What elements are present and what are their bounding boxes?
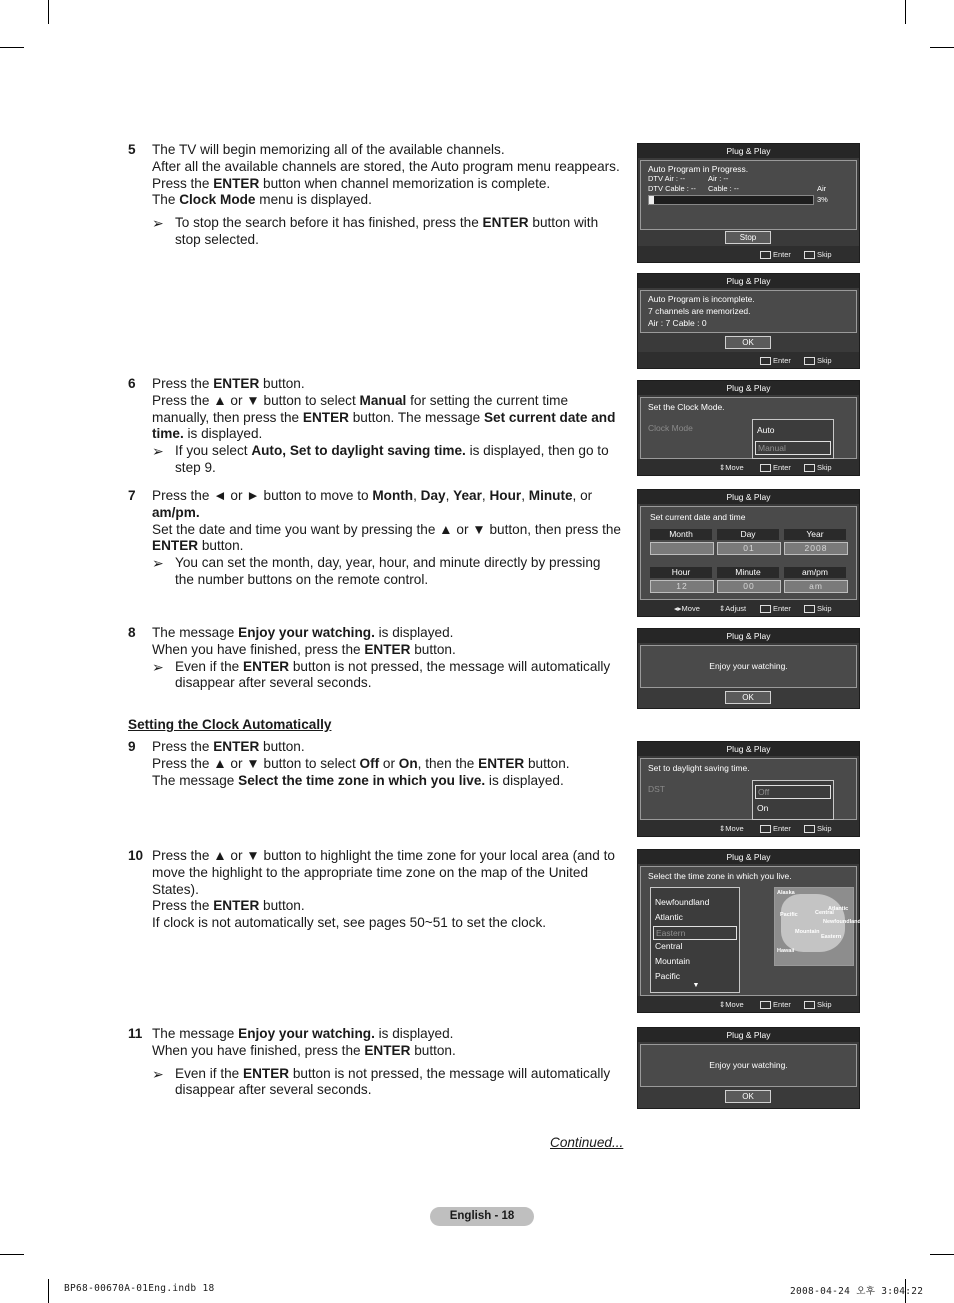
footer-timestamp: 2008-04-24 오후 3:04:22: [790, 1286, 924, 1297]
osd-panel: [640, 758, 857, 820]
osd-panel: [640, 160, 857, 230]
step-number: 10: [128, 848, 144, 863]
skip-icon: [804, 464, 815, 472]
osd-panel: [640, 397, 857, 459]
move-hint: ⇕Move: [719, 1000, 744, 1009]
osd-help-bar: [638, 996, 859, 1012]
enter-icon: [760, 825, 771, 833]
option-on[interactable]: On: [757, 803, 769, 813]
osd-enjoy-watching: [637, 1027, 860, 1109]
map-label: Alaska: [777, 890, 795, 896]
crop-mark: [905, 0, 906, 24]
leftright-icon: ◂▸: [674, 604, 682, 613]
step-note: ➢ Even if the ENTER button is not pressed, the message will automatically disappear after several seconds.: [152, 1065, 611, 1098]
step-text: Press the ENTER button.: [152, 739, 305, 754]
map-label: Eastern: [821, 934, 842, 940]
osd-message: Enjoy your watching.: [709, 661, 788, 671]
skip-hint: Skip: [804, 1000, 832, 1009]
time-zone-list[interactable]: [650, 887, 740, 993]
section-heading: Setting the Clock Automatically: [128, 717, 332, 732]
osd-help-bar: [638, 352, 859, 368]
skip-icon: [804, 605, 815, 613]
osd-title: Plug & Play: [638, 629, 859, 643]
osd-title: Plug & Play: [638, 490, 859, 504]
step-note: ➢ If you select Auto, Set to daylight saving time. is displayed, then go to step 9.: [152, 443, 609, 475]
step-text: The message Select the time zone in which you live. is displayed.: [152, 772, 564, 788]
osd-text: Auto Program is incomplete.: [648, 294, 755, 304]
step-text: After all the available channels are stored, the Auto program menu reappears.: [152, 158, 620, 174]
osd-text: Set current date and time: [650, 512, 746, 522]
year-field[interactable]: 2008: [784, 542, 848, 555]
step-text: The message Enjoy your watching. is displayed.: [152, 1026, 454, 1041]
skip-icon: [804, 357, 815, 365]
step-text: The TV will begin memorizing all of the available channels.: [152, 142, 505, 157]
day-field[interactable]: 01: [717, 542, 781, 555]
osd-auto-program-progress: [637, 143, 860, 263]
zone-central[interactable]: Central: [655, 941, 683, 951]
step-text: The message Enjoy your watching. is displayed.: [152, 625, 454, 640]
osd-help-bar: [638, 459, 859, 475]
step-number: 8: [128, 625, 136, 640]
step-note: ➢ You can set the month, day, year, hour, and minute directly by pressing the number buttons on the remote control.: [152, 555, 601, 587]
osd-text: Air: [817, 184, 827, 193]
enter-hint: Enter: [760, 463, 791, 472]
step-text: Press the ◄ or ► button to move to Month, Day, Year, Hour, Minute, or am/pm.: [152, 488, 593, 520]
crop-mark: [930, 47, 954, 48]
osd-help-bar: [638, 600, 859, 616]
osd-message: Enjoy your watching.: [709, 1060, 788, 1070]
scroll-down-icon[interactable]: ▼: [692, 982, 700, 989]
enter-icon: [760, 1001, 771, 1009]
skip-hint: Skip: [804, 356, 832, 365]
option-manual[interactable]: Manual: [755, 441, 831, 455]
progress-bar: [648, 195, 814, 205]
option-auto[interactable]: Auto: [757, 425, 775, 435]
step-note: ➢ Even if the ENTER button is not pressed, the message will automatically disappear after several seconds.: [152, 658, 611, 691]
step-text: Press the ENTER button when channel memorization is complete.: [152, 175, 551, 191]
map-label: Newfoundland: [823, 919, 861, 925]
step-text: Press the ▲ or ▼ button to highlight the time zone for your local area (and to move the highlight to the appropriate time zone on the map of the United States).: [152, 848, 615, 897]
osd-percent: 3%: [817, 195, 828, 204]
osd-text: Cable : --: [708, 184, 739, 193]
progress-fill: [649, 196, 654, 204]
osd-text: 7 channels are memorized.: [648, 306, 751, 316]
step-text: Set the date and time you want by pressing the ▲ or ▼ button, then press the ENTER button.: [152, 521, 621, 554]
arrow-icon: ➢: [152, 215, 164, 232]
crop-mark: [0, 47, 24, 48]
move-hint: ⇕Move: [719, 463, 744, 472]
crop-mark: [48, 1279, 49, 1303]
dst-dropdown[interactable]: [752, 780, 834, 820]
osd-text: Set to daylight saving time.: [648, 763, 750, 773]
osd-title: Plug & Play: [638, 850, 859, 864]
hour-field[interactable]: 12: [650, 580, 714, 593]
updown-icon: ⇕: [719, 463, 726, 472]
hour-header: Hour: [650, 567, 712, 578]
step-number: 5: [128, 142, 136, 157]
map-label: Hawaii: [777, 948, 795, 954]
osd-text: Air : --: [708, 174, 729, 183]
arrow-icon: ➢: [152, 443, 164, 460]
step-number: 7: [128, 488, 136, 503]
osd-title: Plug & Play: [638, 381, 859, 395]
osd-text: Set the Clock Mode.: [648, 402, 725, 412]
enter-icon: [760, 357, 771, 365]
osd-auto-program-incomplete: [637, 273, 860, 369]
clock-mode-label: Clock Mode: [648, 423, 693, 433]
step-text: When you have finished, press the ENTER button.: [152, 641, 456, 657]
zone-eastern[interactable]: Eastern: [653, 926, 737, 940]
osd-panel: [640, 290, 857, 333]
step-text: Press the ▲ or ▼ button to select Manual for setting the current time manually, then press the ENTER button. The message Set current date and time. is displayed.: [152, 392, 616, 442]
page-number-badge: English - 18: [430, 1207, 534, 1226]
clock-mode-dropdown[interactable]: [752, 419, 834, 459]
step-text: Press the ENTER button.: [152, 898, 305, 914]
enter-icon: [760, 605, 771, 613]
osd-clock-mode: [637, 380, 860, 476]
step-text: The Clock Mode menu is displayed.: [152, 192, 372, 208]
step-text: Press the ▲ or ▼ button to select Off or On, then the ENTER button.: [152, 755, 570, 771]
enter-icon: [760, 251, 771, 259]
osd-title: Plug & Play: [638, 1028, 859, 1042]
skip-hint: Skip: [804, 250, 832, 259]
enter-hint: Enter: [760, 250, 791, 259]
map-label: Central: [815, 910, 834, 916]
move-hint: ⇕Move: [719, 824, 744, 833]
updown-icon: ⇕: [719, 824, 726, 833]
osd-time-zone: [637, 849, 860, 1013]
ok-button[interactable]: OK: [725, 1090, 771, 1103]
skip-hint: Skip: [804, 604, 832, 613]
step-number: 6: [128, 376, 136, 391]
osd-panel: [640, 506, 857, 600]
ok-button[interactable]: OK: [725, 691, 771, 704]
continued-link: Continued...: [550, 1135, 624, 1150]
crop-mark: [930, 1254, 954, 1255]
step-note: ➢ To stop the search before it has finished, press the ENTER button with stop selected.: [152, 215, 599, 247]
arrow-icon: ➢: [152, 555, 164, 572]
day-header: Day: [717, 529, 779, 540]
minute-header: Minute: [717, 567, 779, 578]
osd-panel: [640, 866, 861, 996]
osd-help-bar: [638, 820, 859, 836]
stop-button[interactable]: Stop: [725, 231, 771, 244]
osd-help-bar: [638, 246, 859, 262]
skip-hint: Skip: [804, 824, 832, 833]
updown-icon: ⇕: [719, 604, 726, 613]
month-field[interactable]: [650, 542, 714, 555]
enter-icon: [760, 464, 771, 472]
zone-newfoundland[interactable]: Newfoundland: [655, 897, 710, 907]
updown-icon: ⇕: [719, 1000, 726, 1009]
year-header: Year: [784, 529, 846, 540]
map-label: Mountain: [795, 929, 820, 935]
step-text: If clock is not automatically set, see pages 50~51 to set the clock.: [152, 915, 547, 931]
osd-date-time: [637, 489, 860, 617]
osd-text: Select the time zone in which you live.: [648, 871, 792, 881]
osd-text: DTV Air : --: [648, 174, 686, 183]
minute-field[interactable]: 00: [717, 580, 781, 593]
osd-text: DTV Cable : --: [648, 184, 696, 193]
ampm-header: am/pm: [784, 567, 846, 578]
osd-daylight-saving: [637, 741, 860, 837]
dst-label: DST: [648, 784, 665, 794]
skip-icon: [804, 251, 815, 259]
month-header: Month: [650, 529, 712, 540]
zone-atlantic[interactable]: Atlantic: [655, 912, 683, 922]
step-text: When you have finished, press the ENTER button.: [152, 1042, 456, 1058]
enter-hint: Enter: [760, 1000, 791, 1009]
zone-mountain[interactable]: Mountain: [655, 956, 690, 966]
move-hint: ◂▸Move: [674, 604, 700, 613]
osd-title: Plug & Play: [638, 742, 859, 756]
ok-button[interactable]: OK: [725, 336, 771, 349]
osd-title: Plug & Play: [638, 144, 859, 158]
skip-icon: [804, 825, 815, 833]
crop-mark: [0, 1254, 24, 1255]
step-number: 9: [128, 739, 136, 754]
crop-mark: [48, 0, 49, 24]
step-text: Press the ENTER button.: [152, 376, 305, 391]
skip-icon: [804, 1001, 815, 1009]
osd-enjoy-watching: [637, 628, 860, 709]
time-zone-map: [774, 887, 861, 966]
osd-title: Plug & Play: [638, 274, 859, 288]
osd-panel: [640, 1044, 857, 1087]
adjust-hint: ⇕Adjust: [719, 604, 747, 613]
enter-hint: Enter: [760, 824, 791, 833]
enter-hint: Enter: [760, 356, 791, 365]
arrow-icon: ➢: [152, 658, 164, 675]
option-off[interactable]: Off: [755, 785, 831, 799]
step-number: 11: [128, 1026, 143, 1041]
enter-hint: Enter: [760, 604, 791, 613]
ampm-field[interactable]: am: [784, 580, 848, 593]
map-label: Pacific: [780, 912, 798, 918]
arrow-icon: ➢: [152, 1065, 164, 1082]
footer-file-info: BP68-00670A-01Eng.indb 18: [64, 1283, 215, 1294]
skip-hint: Skip: [804, 463, 832, 472]
osd-text: Auto Program in Progress.: [648, 164, 749, 174]
osd-text: Air : 7 Cable : 0: [648, 318, 707, 328]
osd-panel: [640, 645, 857, 688]
zone-pacific[interactable]: Pacific: [655, 971, 681, 981]
map-label: Atlantic: [828, 906, 849, 912]
